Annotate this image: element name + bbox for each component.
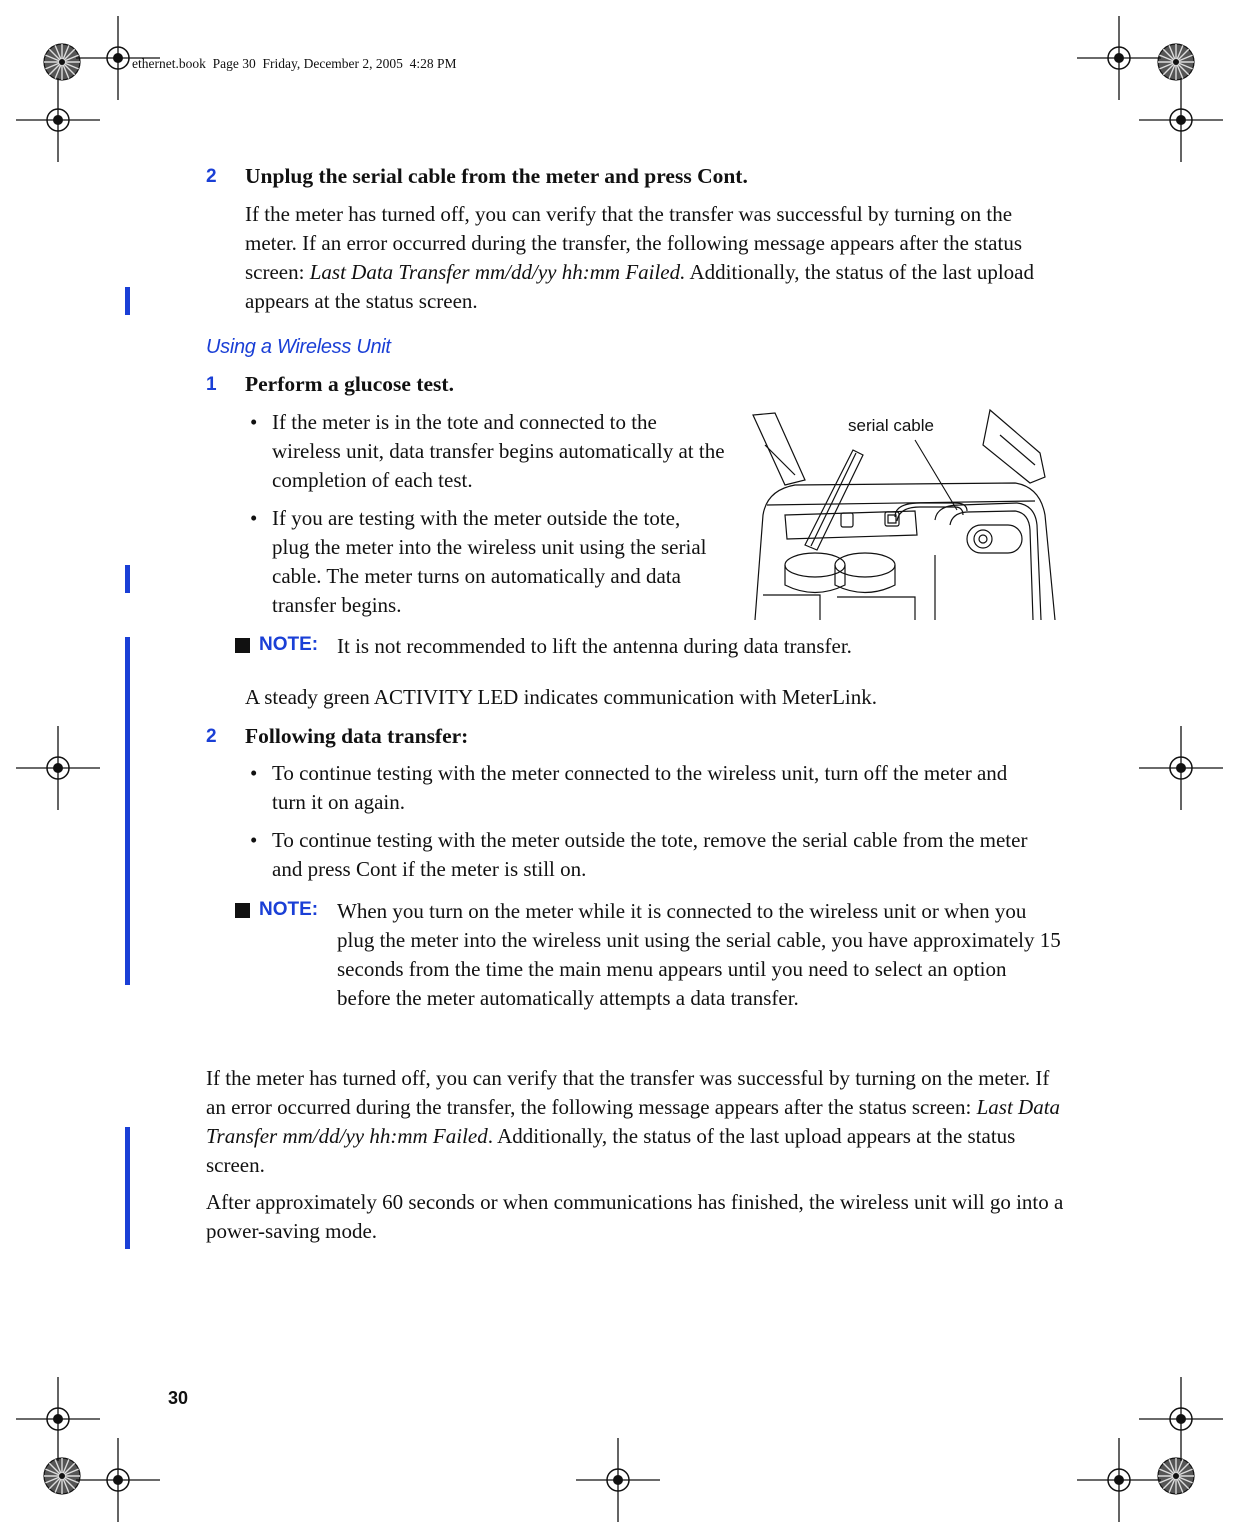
- paragraph: After approximately 60 seconds or when communications has finished, the wireless unit will go into a power-saving mode.: [206, 1190, 1064, 1243]
- registration-star-bottom-right: [1158, 1458, 1194, 1494]
- change-bar: [125, 1127, 130, 1249]
- note-marker: [235, 903, 250, 918]
- error-message: Last Data Transfer mm/dd/yy hh:mm Failed: [206, 1095, 1061, 1148]
- change-bar: [125, 637, 130, 985]
- figure-callout: serial cable: [848, 416, 934, 435]
- bullet-dot: •: [250, 828, 258, 852]
- crop-target: [16, 78, 100, 162]
- bullet-dot: •: [250, 761, 258, 785]
- bullet-dot: •: [250, 506, 258, 530]
- step-number: 1: [206, 374, 217, 395]
- crop-target: [576, 1438, 660, 1522]
- registration-star-bottom-left: [44, 1458, 80, 1494]
- registration-star-top-left: [44, 44, 80, 80]
- note-label: NOTE:: [259, 899, 319, 920]
- crop-target: [1077, 16, 1161, 100]
- bullet-dot: •: [250, 410, 258, 434]
- crop-target: [1139, 1377, 1223, 1461]
- step-title: Unplug the serial cable from the meter and press Cont.: [245, 164, 748, 188]
- bullet-text: If the meter is in the tote and connected to the wireless unit, data transfer begins automatically at the completion of each test.: [272, 410, 725, 492]
- registration-star-top-right: [1158, 44, 1194, 80]
- print-stamp: ethernet.book Page 30 Friday, December 2, 2005 4:28 PM: [132, 56, 457, 71]
- step-title: Following data transfer:: [245, 724, 469, 748]
- step-title: Perform a glucose test.: [245, 372, 454, 396]
- wireless-unit-illustration: [745, 405, 1060, 625]
- paragraph-text: If the meter has turned off, you can verify that the transfer was successful by turning on the meter. If an error occurred during the transfer, the following message appears after the status screen:: [206, 1066, 1050, 1119]
- note-text: When you turn on the meter while it is connected to the wireless unit or when you plug the meter into the wireless unit using the serial cable, you have approximately 15 seconds from the time the main menu appears until you need to select an option before the meter automatically attempts a data transfer.: [337, 899, 1061, 1010]
- paragraph-text: . Additionally, the status of the last upload appears at the status screen.: [206, 1124, 1016, 1177]
- change-bar: [125, 565, 130, 593]
- note-label: NOTE:: [259, 634, 319, 655]
- crop-target: [1077, 1438, 1161, 1522]
- crop-target: [16, 726, 100, 810]
- paragraph: [206, 1064, 1068, 1180]
- bullet-text: To continue testing with the meter outside the tote, remove the serial cable from the meter and press Cont if the meter is still on.: [272, 828, 1028, 881]
- change-bar: [125, 287, 130, 315]
- crop-target: [76, 1438, 160, 1522]
- page-number: 30: [168, 1388, 189, 1408]
- step-number: 2: [206, 726, 217, 747]
- crop-target: [1139, 726, 1223, 810]
- crop-target: [1139, 78, 1223, 162]
- note-marker: [235, 638, 250, 653]
- step-number: 2: [206, 166, 217, 187]
- error-message: Last Data Transfer mm/dd/yy hh:mm Failed.: [309, 260, 686, 284]
- note-text: It is not recommended to lift the antenna during data transfer.: [337, 634, 852, 658]
- section-heading: Using a Wireless Unit: [206, 336, 391, 358]
- bullet-text: To continue testing with the meter connected to the wireless unit, turn off the meter and turn it on again.: [272, 761, 1008, 814]
- paragraph-text: If the meter has turned off, you can verify that the transfer was successful by turning on the meter. If an error occurred during the transfer, the following message appears after the status screen:: [245, 202, 1023, 284]
- bullet-text: If you are testing with the meter outside the tote, plug the meter into the wireless unit using the serial cable. The meter turns on automatically and data transfer begins.: [272, 506, 707, 617]
- paragraph: A steady green ACTIVITY LED indicates communication with MeterLink.: [245, 685, 877, 709]
- paragraph-text: Additionally, the status of the last upload appears at the status screen.: [245, 260, 1034, 313]
- paragraph: [245, 200, 1065, 316]
- crop-target: [16, 1377, 100, 1461]
